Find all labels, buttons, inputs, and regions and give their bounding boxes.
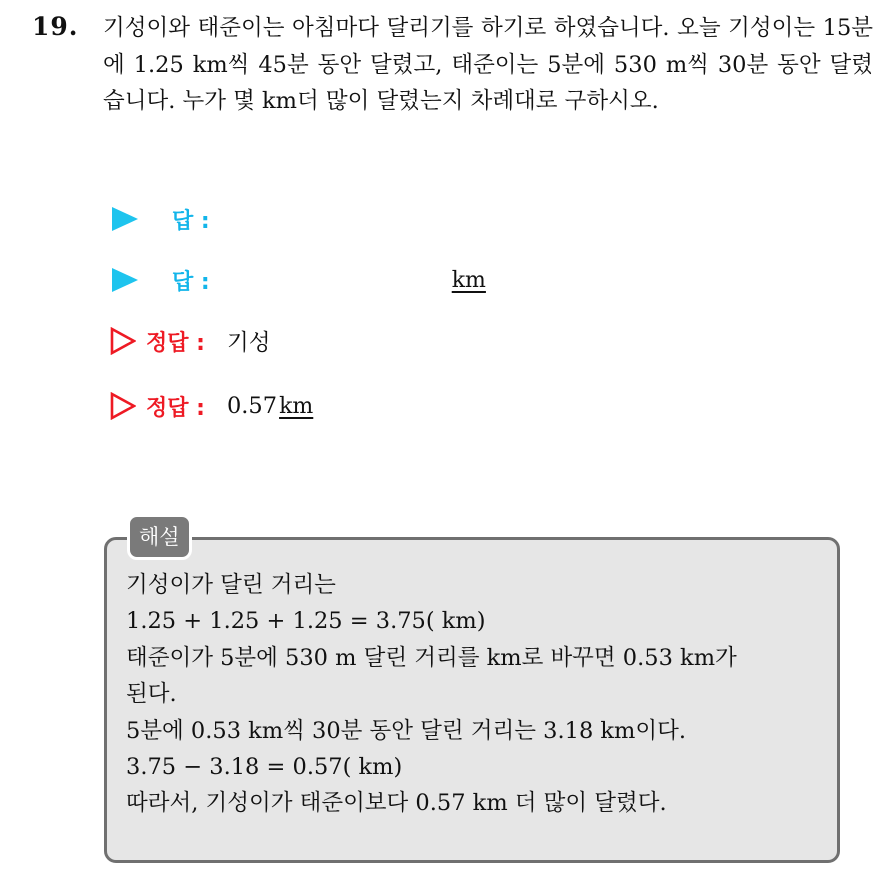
solution-unit: km [279,393,314,419]
explanation-line: 태준이가 5분에 530 m 달린 거리를 km로 바꾸면 0.53 km가 [126,644,737,671]
solution-row-1 [110,321,270,361]
answer-unit: km [451,267,486,293]
explanation-line: 된다. [126,681,177,708]
question-number: 19. [32,12,79,41]
explanation-line: 기성이가 달린 거리는 [126,572,336,598]
explanation-title: 해설 [127,514,192,560]
explanation-line: 5분에 0.53 km씩 30분 동안 달린 거리는 3.18 km이다. [126,717,687,744]
solution-label: 정답 : [146,395,205,421]
explanation-line: 따라서, 기성이가 태준이보다 0.57 km 더 많이 달렸다. [126,790,667,817]
solution-value: 기성 [226,330,271,356]
solution-value: 0.57 [226,393,278,419]
play-triangle-filled-icon [112,207,138,231]
play-triangle-outline-icon [110,327,136,355]
solution-row-2 [110,386,315,426]
answer-row-1 [110,199,210,239]
explanation-body [126,567,836,822]
explanation-line: 3.75 − 3.18 = 0.57( km) [126,754,403,781]
answer-label: 답 : [172,269,210,295]
explanation-line: 1.25 + 1.25 + 1.25 = 3.75( km) [126,608,486,635]
play-triangle-filled-icon [112,268,138,292]
answer-label: 답 : [172,208,210,234]
answer-row-2 [110,260,488,300]
question-text: 기성이와 태준이는 아침마다 달리기를 하기로 하였습니다. 오늘 기성이는 15분에 1.25 km씩 45분 동안 달렸고, 태준이는 5분에 530 m씩 30분 동안 달렸습니다. 누가 몇 km더 많이 달렸는지 차례대로 구하시오. [103,15,873,114]
solution-label: 정답 : [146,330,205,356]
play-triangle-outline-icon [110,392,136,420]
